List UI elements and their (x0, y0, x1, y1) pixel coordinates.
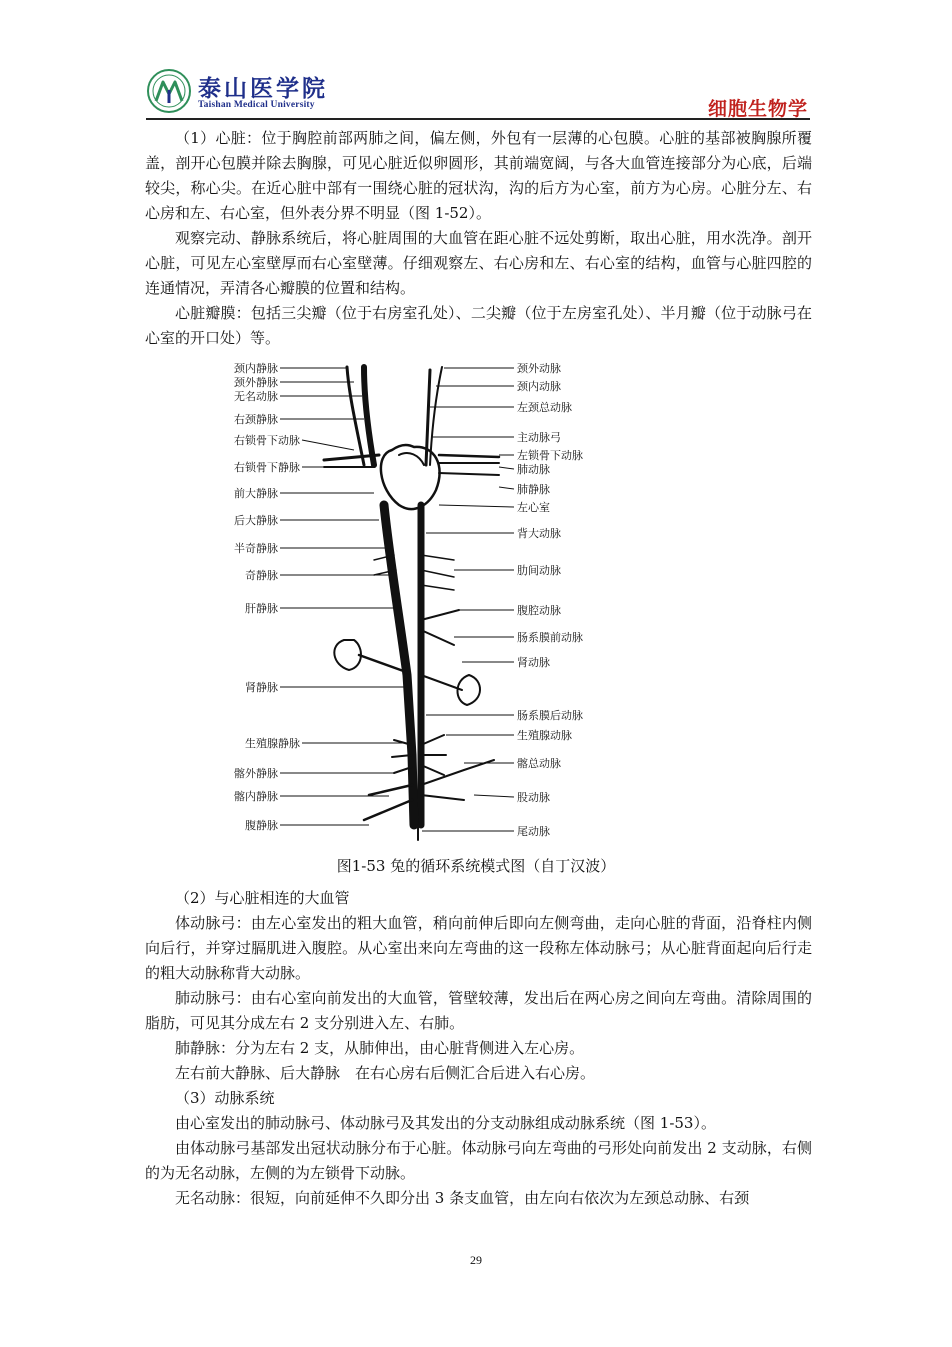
label-left: 肾静脉 (245, 681, 278, 694)
label-right: 颈内动脉 (517, 380, 561, 393)
label-right: 肺动脉 (517, 463, 550, 476)
label-left: 无名动脉 (234, 390, 278, 403)
paragraph: （2）与心脏相连的大血管 (175, 889, 350, 907)
label-left: 肝静脉 (245, 602, 278, 615)
page-number: 29 (470, 1253, 482, 1267)
label-right: 肠系膜前动脉 (517, 631, 583, 644)
paragraph: （3）动脉系统 (175, 1089, 275, 1107)
body-text-bottom (145, 886, 812, 1211)
label-right: 肺静脉 (517, 483, 550, 496)
label-right: 颈外动脉 (517, 362, 561, 375)
figure-caption: 图1-53 兔的循环系统模式图（自丁汉波） (336, 857, 616, 875)
label-right: 肾动脉 (517, 656, 550, 669)
paragraph: 观察完动、静脉系统后，将心脏周围的大血管在距心脏不远处剪断，取出心脏，用水洗净。剖开心脏，可见左心室壁厚而右心室壁薄。仔细观察左、右心房和左、右心室的结构，血管与心脏四腔的连通情况，弄清各心瓣膜的位置和结构。 (145, 229, 812, 297)
label-left: 奇静脉 (245, 569, 278, 582)
label-right: 股动脉 (517, 791, 550, 804)
paragraph: 无名动脉：很短，向前延伸不久即分出 3 条支血管，由左向右依次为左颈总动脉、右颈 (175, 1189, 750, 1207)
label-left: 颈外静脉 (234, 376, 278, 389)
label-right: 肠系膜后动脉 (517, 709, 583, 722)
university-name-cn: 泰山医学院 (198, 75, 328, 102)
circulatory-system-diagram (214, 355, 604, 845)
paragraph: 肺动脉弓：由右心室向前发出的大血管，管壁较薄，发出后在两心房之间向左弯曲。清除周围的脂肪，可见其分成左右 2 支分别进入左、右肺。 (145, 989, 812, 1032)
paragraph: （1）心脏：位于胸腔前部两肺之间，偏左侧，外包有一层薄的心包膜。心脏的基部被胸腺所覆盖，剖开心包膜并除去胸腺，可见心脏近似卵圆形，其前端宽阔，与各大血管连接部分为心底，后端较尖，称心尖。在近心脏中部有一围绕心脏的冠状沟，沟的后方为心室，前方为心房。心脏分左、右心房和左、右心室，但外表分界不明显（图 1-52）。 (145, 129, 812, 222)
page-header (146, 64, 810, 120)
label-right: 尾动脉 (517, 825, 550, 838)
label-right: 左锁骨下动脉 (517, 449, 583, 462)
university-logo-icon (146, 68, 192, 114)
label-right: 左心室 (517, 501, 550, 514)
label-right: 左颈总动脉 (517, 401, 572, 414)
paragraph: 由体动脉弓基部发出冠状动脉分布于心脏。体动脉弓向左弯曲的弓形处向前发出 2 支动脉，右侧的为无名动脉，左侧的为左锁骨下动脉。 (145, 1139, 812, 1182)
label-left: 右颈静脉 (234, 413, 278, 426)
label-left: 右锁骨下动脉 (234, 434, 300, 447)
university-name-en: Taishan Medical University (198, 100, 315, 110)
paragraph: 心脏瓣膜：包括三尖瓣（位于右房室孔处）、二尖瓣（位于左房室孔处）、半月瓣（位于动脉弓在心室的开口处）等。 (145, 304, 812, 347)
label-left: 髂内静脉 (234, 790, 278, 803)
label-right: 肋间动脉 (517, 564, 561, 577)
label-left: 前大静脉 (234, 487, 278, 500)
paragraph: 体动脉弓：由左心室发出的粗大血管，稍向前伸后即向左侧弯曲，走向心脏的背面，沿脊柱内侧向后行，并穿过膈肌进入腹腔。从心室出来向左弯曲的这一段称左体动脉弓；从心脏背面起向后行走的粗大动脉称背大动脉。 (145, 914, 812, 982)
label-right: 腹腔动脉 (517, 604, 561, 617)
body-text-top (145, 126, 812, 351)
paragraph: 肺静脉：分为左右 2 支，从肺伸出，由心脏背侧进入左心房。 (175, 1039, 585, 1057)
paragraph: 左右前大静脉、后大静脉 在右心房右后侧汇合后进入右心房。 (175, 1064, 596, 1082)
label-left: 后大静脉 (234, 514, 278, 527)
label-left: 腹静脉 (245, 819, 278, 832)
label-right: 生殖腺动脉 (517, 729, 572, 742)
label-left: 颈内静脉 (234, 362, 278, 375)
label-left: 右锁骨下静脉 (234, 461, 300, 474)
label-right: 背大动脉 (517, 527, 561, 540)
label-left: 半奇静脉 (234, 542, 278, 555)
label-left: 生殖腺静脉 (245, 737, 300, 750)
label-right: 髂总动脉 (517, 757, 561, 770)
paragraph: 由心室发出的肺动脉弓、体动脉弓及其发出的分支动脉组成动脉系统（图 1-53）。 (175, 1114, 716, 1132)
course-title: 细胞生物学 (707, 98, 808, 120)
header-rule (146, 118, 810, 120)
label-right: 主动脉弓 (517, 431, 561, 444)
label-left: 髂外静脉 (234, 767, 278, 780)
